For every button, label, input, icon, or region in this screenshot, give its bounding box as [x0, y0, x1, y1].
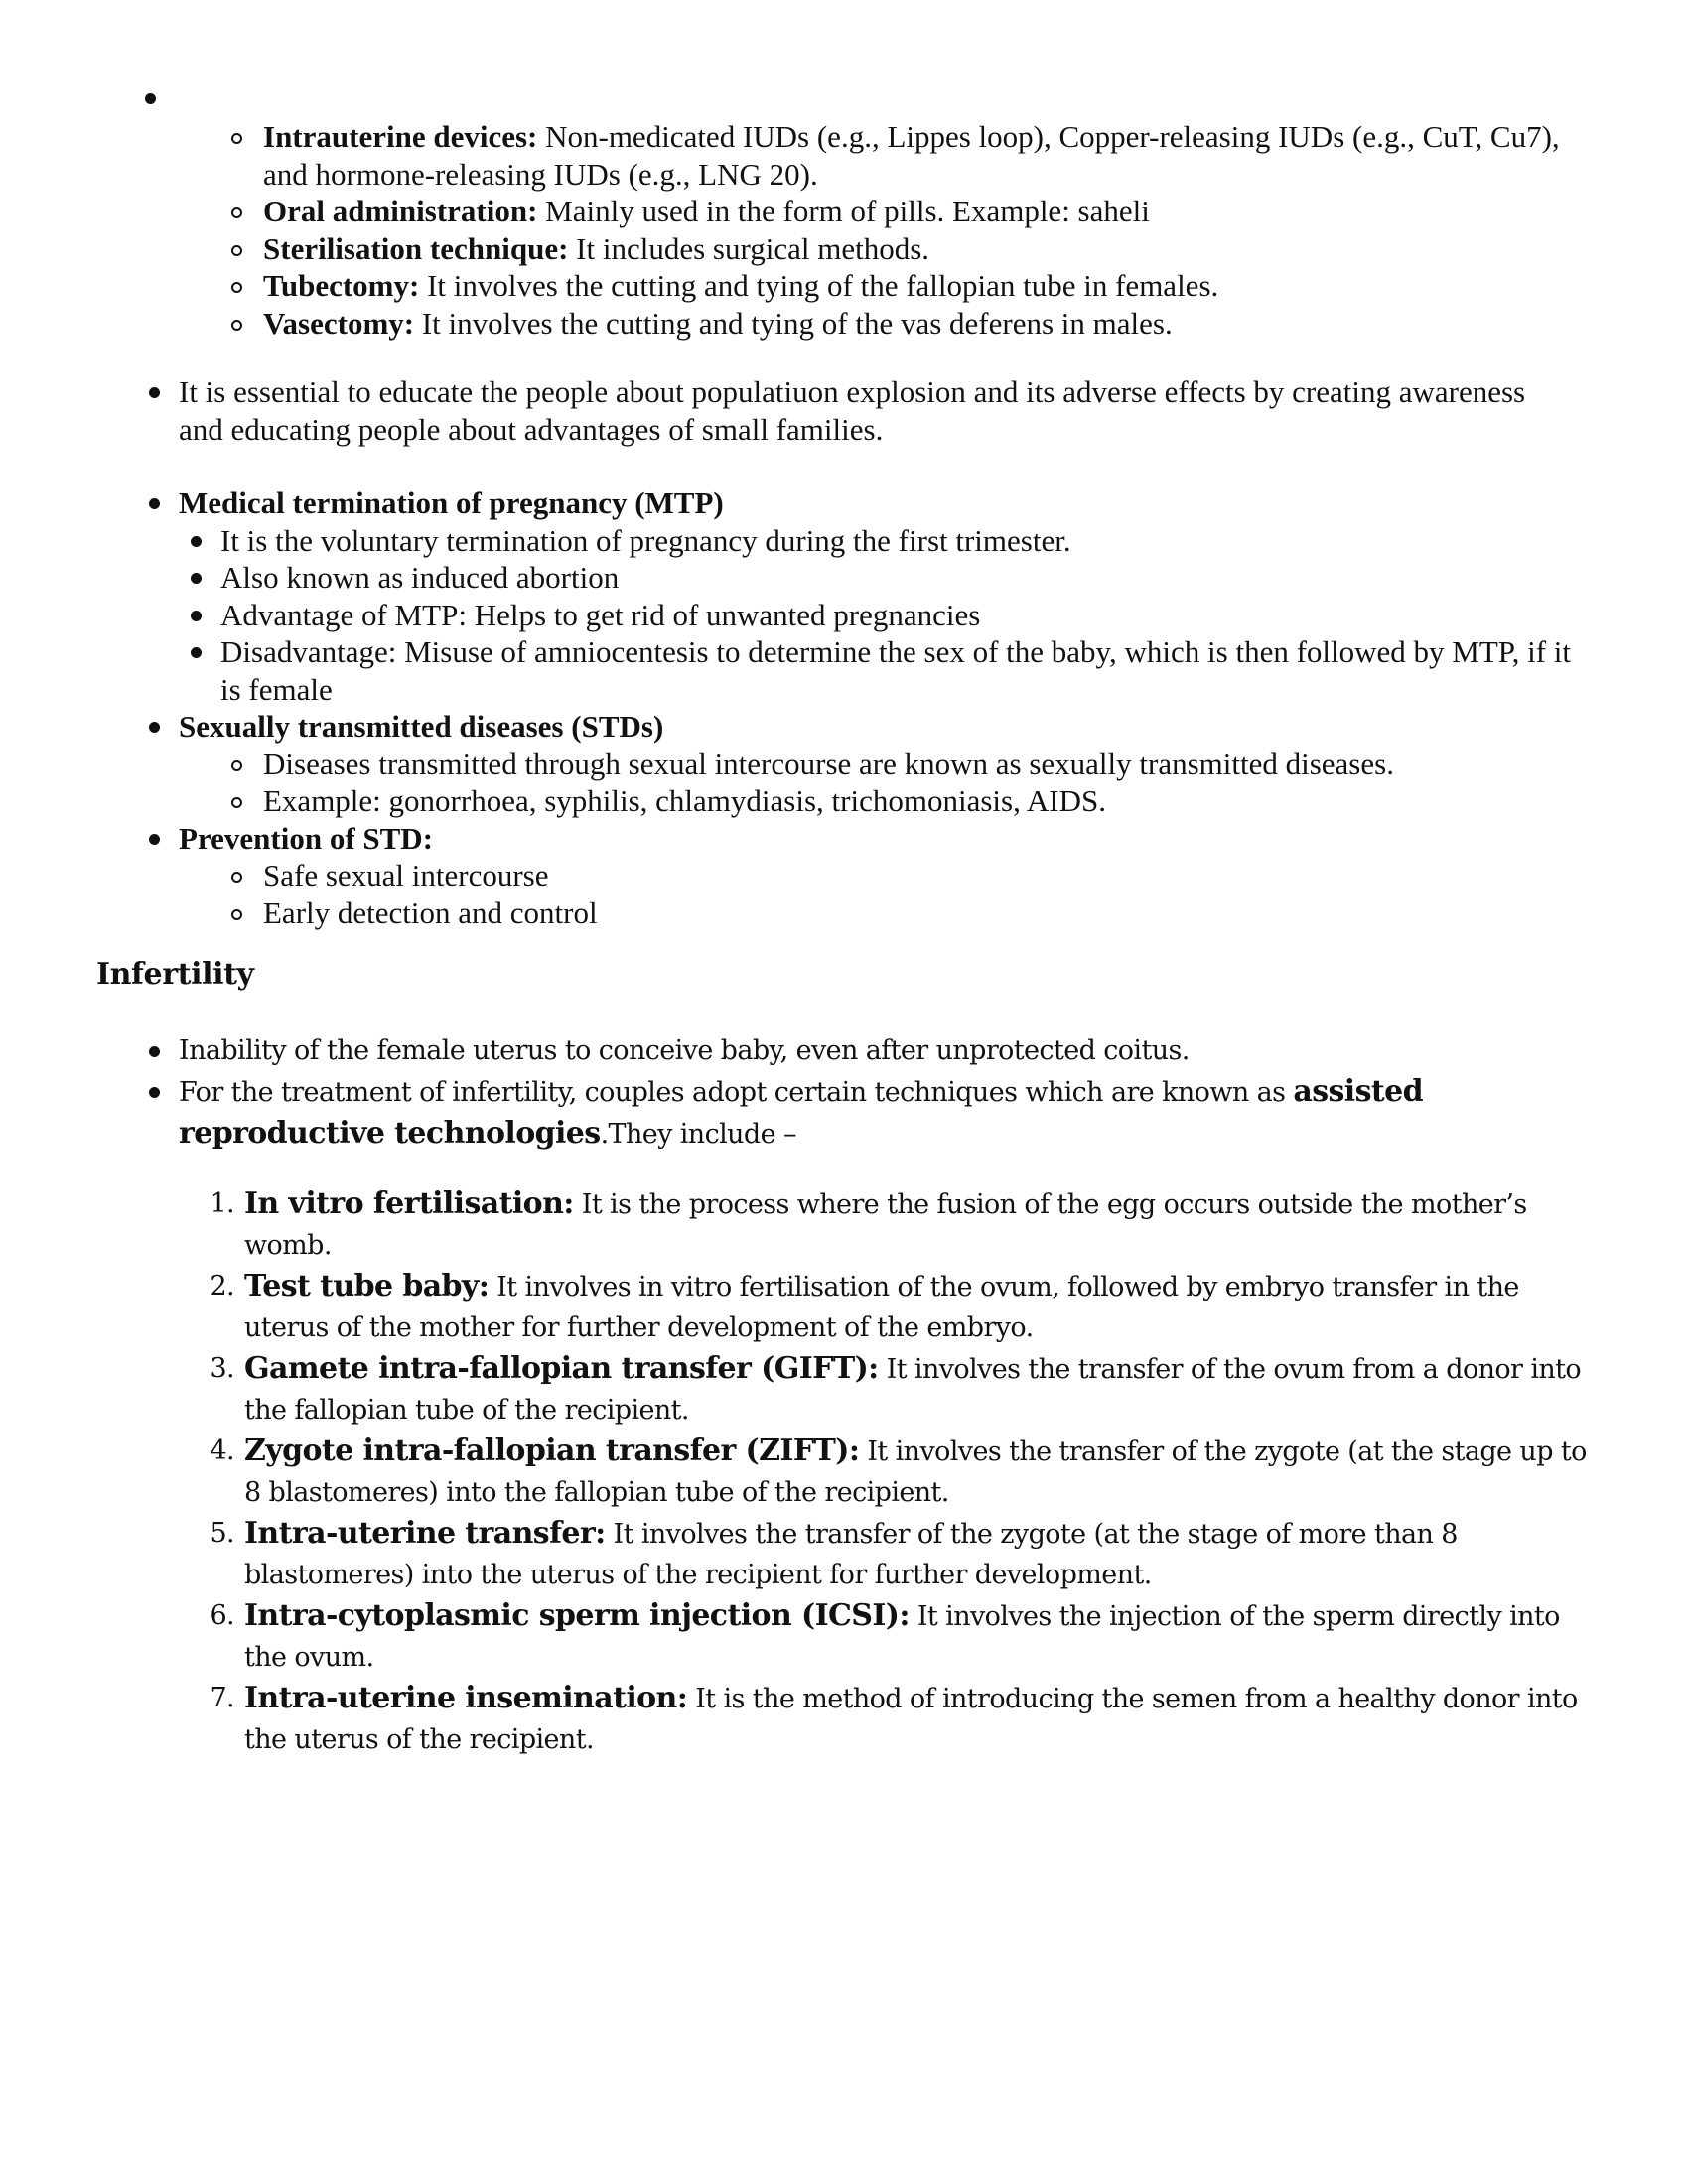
list-item: [263, 894, 1574, 932]
method-description: It involves the cutting and tying of the fallopian tube in females.: [419, 268, 1219, 303]
method-text: [263, 194, 1150, 228]
bullet-icon: [191, 536, 202, 547]
method-text: [263, 268, 1218, 303]
awareness-text: It is essential to educate the people about populatiuon explosion and its adverse effects by creating awareness and educating people about advantages of small families.: [179, 374, 1526, 447]
circle-bullet-icon: [231, 909, 242, 920]
mtp-heading-item: [179, 484, 1569, 522]
bullet-icon: [149, 1046, 160, 1057]
bullet-icon: [149, 1087, 160, 1098]
mtp-item-text: It is the voluntary termination of pregnancy during the first trimester.: [220, 522, 1071, 558]
list-item: [263, 746, 1574, 783]
circle-bullet-icon: [231, 207, 242, 218]
list-item: [179, 1071, 1489, 1155]
prevention-heading-item: [179, 820, 1569, 858]
std-item-text: Diseases transmitted through sexual intercourse are known as sexually transmitted diseases.: [263, 746, 1394, 781]
std-title: Sexually transmitted diseases (STDs): [179, 709, 664, 744]
prevention-title: Prevention of STD:: [179, 820, 434, 856]
empty-bullet: [145, 93, 156, 104]
item-number: 2.: [210, 1271, 234, 1301]
technique-label: Intra-uterine insemination:: [244, 1681, 688, 1715]
list-item: [263, 230, 1594, 268]
method-label: Tubectomy:: [263, 268, 420, 303]
technique-label: Intra-cytoplasmic sperm injection (ICSI):: [244, 1598, 910, 1633]
treatment-bold: assisted reproductive technologies: [179, 1074, 1423, 1151]
method-text: [263, 231, 929, 266]
circle-bullet-icon: [231, 872, 242, 883]
technique-text: It is the process where the fusion of the egg occurs outside the mother’s womb.: [244, 1189, 1527, 1261]
bullet-icon: [149, 387, 160, 398]
method-label: Vasectomy:: [263, 305, 415, 341]
mtp-item-text: Disadvantage: Misuse of amniocentesis to determine the sex of the baby, which is then followed by MTP, if it is female: [220, 634, 1571, 707]
circle-bullet-icon: [231, 320, 242, 331]
bullet-icon: [191, 611, 202, 621]
method-description: It includes surgical methods.: [568, 230, 930, 266]
method-description: Mainly used in the form of pills. Example: saheli: [537, 194, 1150, 228]
infertility-heading: Infertility: [96, 957, 254, 992]
list-item: [263, 193, 1594, 230]
technique-text: It involves the transfer of the zygote (at the stage of more than 8 blastomeres) into the uterus of the recipient for further development.: [244, 1519, 1458, 1590]
technique-text: It involves the injection of the sperm directly into the ovum.: [244, 1601, 1560, 1673]
bullet-icon: [191, 647, 202, 658]
list-item: [263, 305, 1594, 342]
method-text: [263, 119, 1560, 192]
circle-bullet-icon: [231, 133, 242, 144]
std-list: [263, 746, 1574, 820]
list-item: [263, 118, 1594, 193]
bullet-icon: [149, 498, 160, 509]
item-number: 4.: [210, 1435, 234, 1466]
item-number: 6.: [210, 1600, 234, 1631]
mtp-item-text: Also known as induced abortion: [220, 560, 620, 595]
circle-bullet-icon: [231, 797, 242, 808]
technique-text: It involves the transfer of the zygote (at the stage up to 8 blastomeres) into the fallopian tube of the recipient.: [244, 1436, 1587, 1508]
list-item: [220, 633, 1571, 708]
method-text: [263, 306, 1173, 341]
circle-bullet-icon: [231, 245, 242, 256]
technique-label: Zygote intra-fallopian transfer (ZIFT):: [244, 1433, 860, 1468]
mtp-item-text: Advantage of MTP: Helps to get rid of unwanted pregnancies: [220, 597, 981, 632]
technique-label: Gamete intra-fallopian transfer (GIFT):: [244, 1351, 879, 1386]
technique-label: In vitro fertilisation:: [244, 1186, 574, 1221]
circle-bullet-icon: [231, 760, 242, 771]
list-item: [263, 782, 1574, 820]
infertility-bullets: [179, 1030, 1489, 1155]
list-item: [210, 1595, 1605, 1678]
art-techniques-list: [210, 1183, 1605, 1760]
mtp-list: [220, 522, 1571, 709]
prevention-item-text: Early detection and control: [263, 894, 598, 930]
technique-label: Intra-uterine transfer:: [244, 1516, 606, 1551]
list-item: [210, 1183, 1605, 1266]
prevention-list: [263, 857, 1574, 931]
list-item: [210, 1431, 1605, 1513]
bullet-icon: [191, 573, 202, 584]
mtp-title: Medical termination of pregnancy (MTP): [179, 485, 724, 520]
item-number: 1.: [210, 1188, 234, 1219]
list-item: [179, 1030, 1489, 1071]
method-description: It involves the cutting and tying of the vas deferens in males.: [414, 305, 1173, 341]
method-label: Sterilisation technique:: [263, 230, 569, 266]
list-item: [263, 267, 1594, 305]
item-number: 7.: [210, 1683, 234, 1713]
mtp-section: [179, 484, 1569, 931]
std-heading-item: [179, 708, 1569, 746]
method-label: Oral administration:: [263, 194, 538, 228]
infertility-definition: Inability of the female uterus to conceive baby, even after unprotected coitus.: [179, 1035, 1190, 1066]
list-item: [210, 1266, 1605, 1348]
technique-text: It involves the transfer of the ovum from a donor into the fallopian tube of the recipient.: [244, 1354, 1582, 1426]
bullet-icon: [149, 834, 160, 845]
list-item: [210, 1678, 1605, 1760]
contraception-methods-list: [263, 118, 1594, 341]
technique-text: It is the method of introducing the semen from a healthy donor into the uterus of the recipient.: [244, 1684, 1578, 1755]
bullet-icon: [149, 722, 160, 733]
list-item: [210, 1513, 1605, 1595]
std-item-text: Example: gonorrhoea, syphilis, chlamydiasis, trichomoniasis, AIDS.: [263, 783, 1106, 818]
circle-bullet-icon: [231, 282, 242, 293]
list-item: [220, 559, 1571, 597]
prevention-item-text: Safe sexual intercourse: [263, 858, 549, 892]
item-number: 3.: [210, 1353, 234, 1384]
technique-text: It involves in vitro fertilisation of the ovum, followed by embryo transfer in the uterus of the mother for further development of the embryo.: [244, 1272, 1519, 1343]
method-description: Non-medicated IUDs (e.g., Lippes loop), Copper-releasing IUDs (e.g., CuT, Cu7), and hormone-releasing IUDs (e.g., LNG 20).: [263, 119, 1560, 192]
awareness-item: [179, 373, 1549, 448]
item-number: 5.: [210, 1518, 234, 1549]
technique-label: Test tube baby:: [244, 1269, 490, 1303]
treatment-suffix: .They include –: [600, 1119, 796, 1150]
list-item: [220, 522, 1571, 560]
list-item: [210, 1348, 1605, 1431]
list-item: [263, 857, 1574, 894]
list-item: [220, 597, 1571, 634]
method-label: Intrauterine devices:: [263, 119, 538, 154]
treatment-prefix: For the treatment of infertility, couples adopt certain techniques which are known as: [179, 1077, 1294, 1108]
